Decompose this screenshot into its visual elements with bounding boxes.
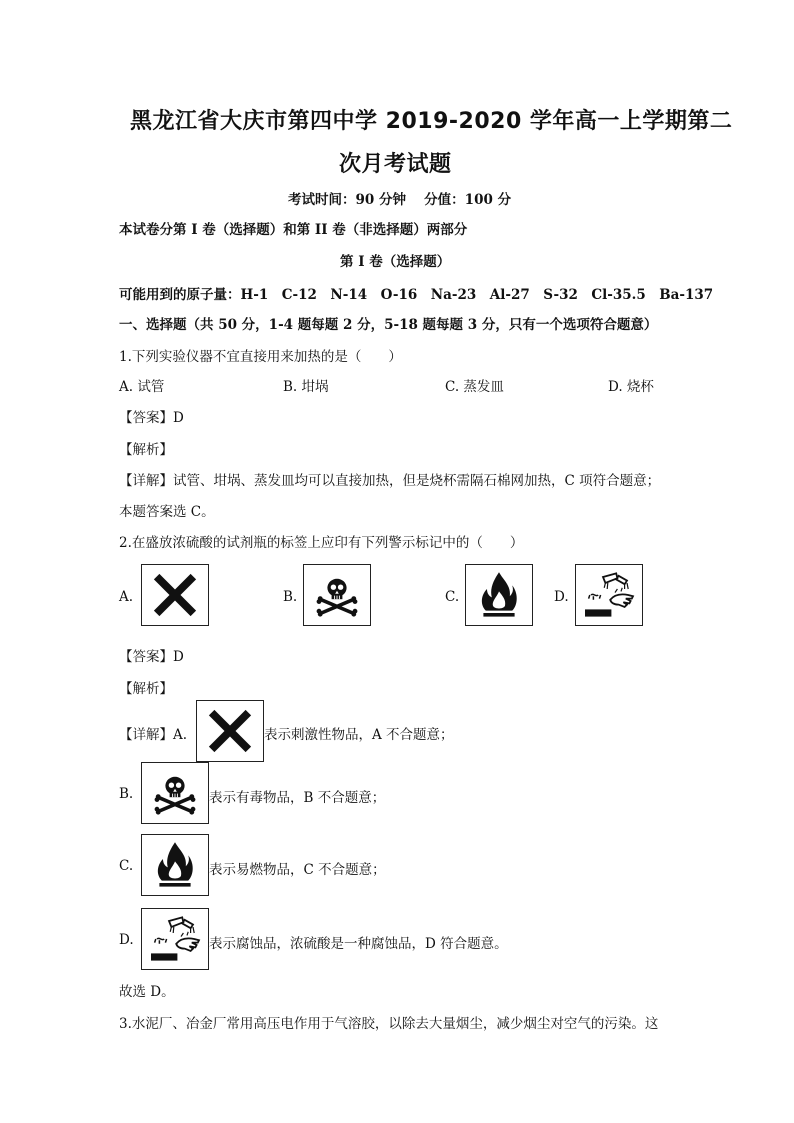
question-1-stem: 1.下列实验仪器不宜直接用来加热的是（ ） xyxy=(119,349,402,365)
q2-analysis-label: 【解析】 xyxy=(119,681,173,697)
corrosive-icon xyxy=(141,908,209,970)
flame-icon xyxy=(465,564,533,626)
structure-note: 本试卷分第 I 卷（选择题）和第 II 卷（非选择题）两部分 xyxy=(119,222,468,238)
skull-crossbones-icon xyxy=(141,762,209,824)
q1-detail: 【详解】试管、坩埚、蒸发皿均可以直接加热，但是烧杯需隔石棉网加热，C 项符合题意； xyxy=(119,473,661,489)
q2-option-d-label: D. xyxy=(554,589,569,605)
q2-detail-d: 表示腐蚀品，浓硫酸是一种腐蚀品，D 符合题意。 xyxy=(209,936,508,952)
skull-crossbones-icon xyxy=(303,564,371,626)
q1-option-c: C. 蒸发皿 xyxy=(445,379,504,395)
q2-option-b-label: B. xyxy=(283,589,298,605)
question-2-stem: 2.在盛放浓硫酸的试剂瓶的标签上应印有下列警示标记中的（ ） xyxy=(119,535,524,551)
q2-conclusion: 故选 D。 xyxy=(119,984,175,1000)
page-title-line-1: 黑龙江省大庆市第四中学 2019-2020 学年高一上学期第二 xyxy=(130,109,733,134)
exam-info: 考试时间：90 分钟 分值：100 分 xyxy=(288,192,512,208)
flame-icon xyxy=(141,834,209,896)
atomic-masses: 可能用到的原子量：H-1 C-12 N-14 O-16 Na-23 Al-27 S-32 Cl-35.5 Ba-137 xyxy=(119,287,714,303)
q1-answer: 【答案】D xyxy=(119,410,184,426)
page-title-line-2: 次月考试题 xyxy=(339,152,452,177)
section-title: 第 I 卷（选择题） xyxy=(340,254,451,270)
q2-detail-prefix: 【详解】A. xyxy=(119,727,188,743)
q2-detail-d-label: D. xyxy=(119,932,134,948)
q1-conclusion: 本题答案选 C。 xyxy=(119,504,215,520)
q1-analysis-label: 【解析】 xyxy=(119,442,173,458)
corrosive-icon xyxy=(575,564,643,626)
q1-option-a: A. 试管 xyxy=(119,379,165,395)
irritant-x-icon xyxy=(196,700,264,762)
q2-detail-a: 表示刺激性物品，A 不合题意； xyxy=(264,727,454,743)
q1-option-d: D. 烧杯 xyxy=(608,379,654,395)
q2-detail-c-label: C. xyxy=(119,858,134,874)
q2-detail-b-label: B. xyxy=(119,786,134,802)
q2-detail-b: 表示有毒物品，B 不合题意； xyxy=(209,790,386,806)
q1-option-b: B. 坩埚 xyxy=(283,379,329,395)
q2-option-c-label: C. xyxy=(445,589,460,605)
part-heading: 一、选择题（共 50 分，1-4 题每题 2 分，5-18 题每题 3 分，只有一个选项符合题意） xyxy=(119,317,658,333)
question-3-stem: 3.水泥厂、冶金厂常用高压电作用于气溶胶，以除去大量烟尘，减少烟尘对空气的污染。这 xyxy=(119,1016,659,1032)
q2-option-a-label: A. xyxy=(119,589,134,605)
q2-answer: 【答案】D xyxy=(119,649,184,665)
irritant-x-icon xyxy=(141,564,209,626)
q2-detail-c: 表示易燃物品，C 不合题意； xyxy=(209,862,386,878)
